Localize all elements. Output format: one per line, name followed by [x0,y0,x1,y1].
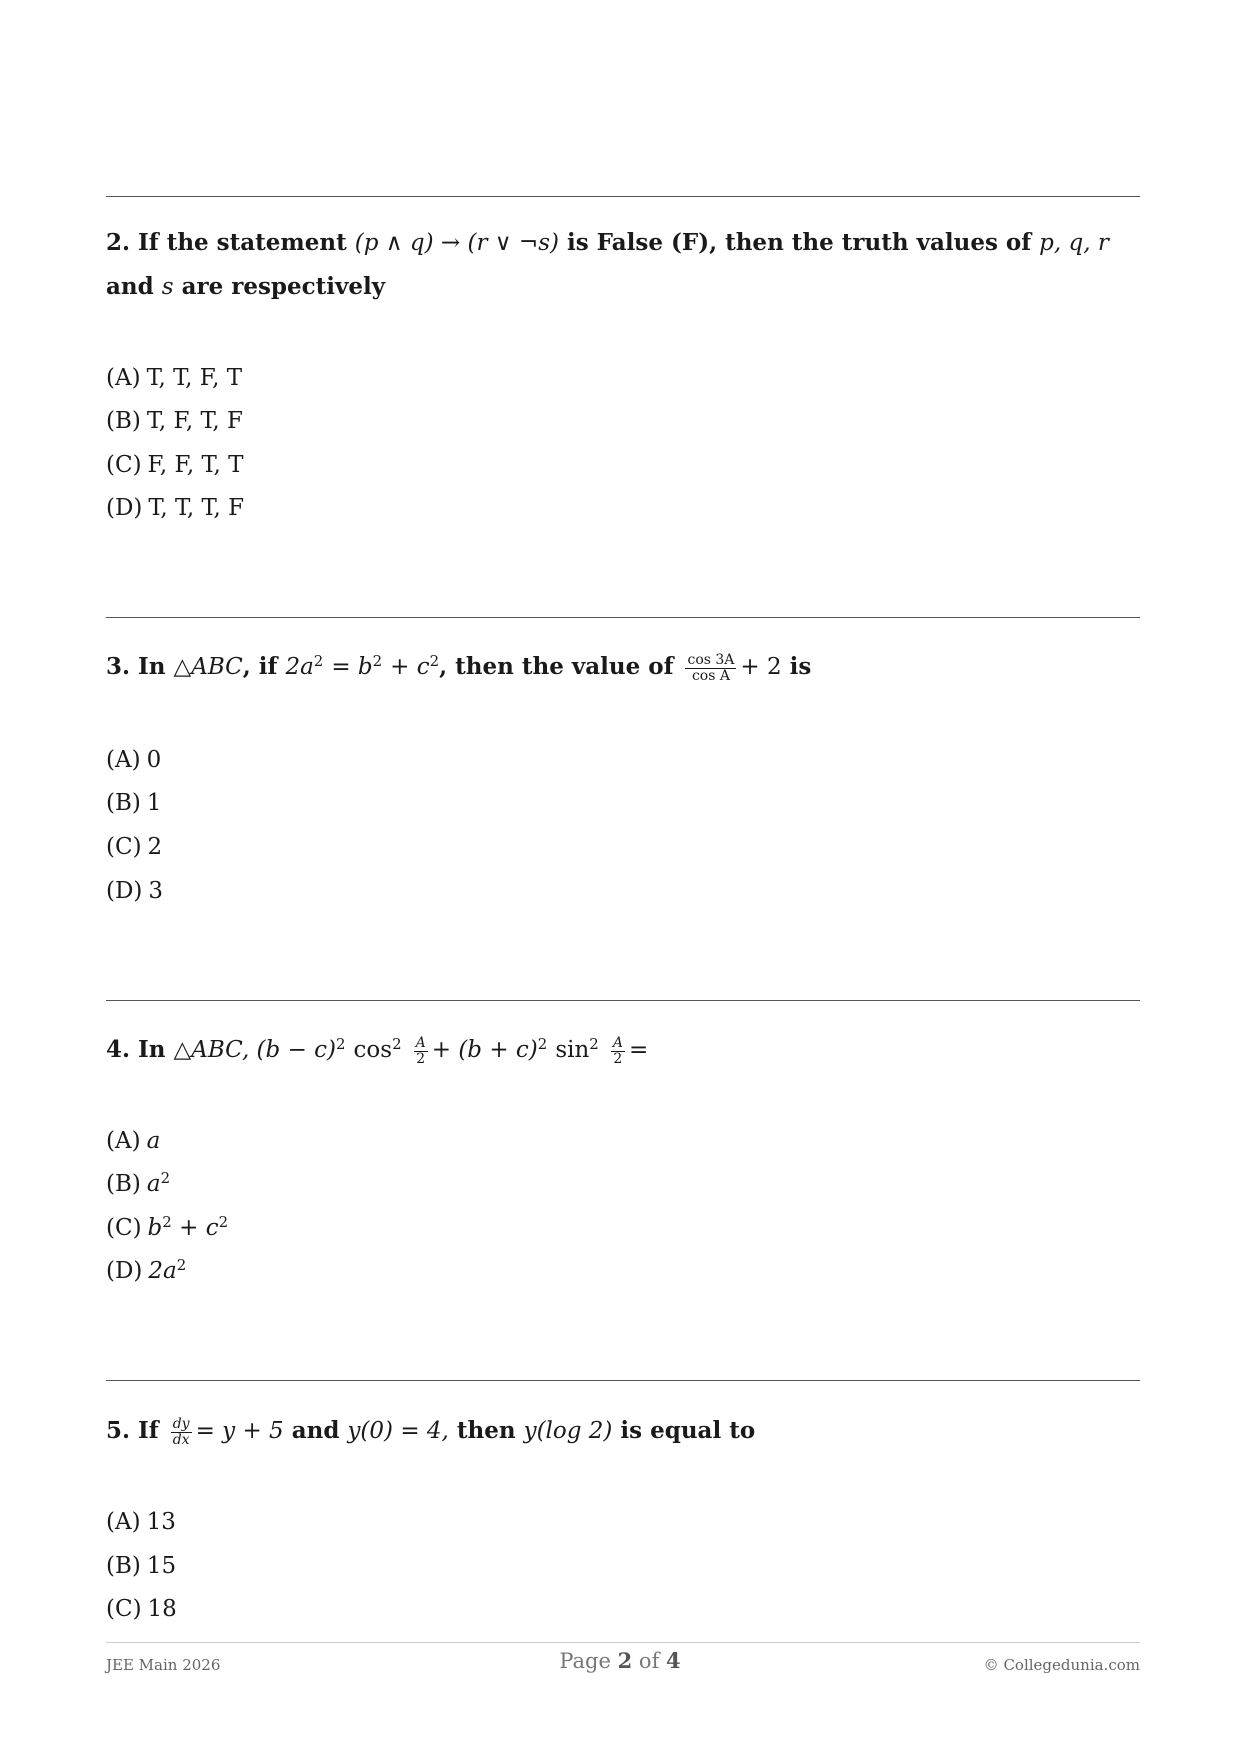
option-d[interactable]: (D) 3 [106,878,164,904]
question-number: 4. [106,1036,131,1063]
option-a[interactable]: (A) a [106,1128,161,1154]
question-number: 2. [106,229,131,256]
question-3-stem: 3. In △ABC, if $2a^2 = b^2 + c^2$, then the value of $\frac{\cos 3A}{\text{cos A}}$ + 2 is [106,651,812,684]
option-d[interactable]: (D) $2a^2$ [106,1255,187,1284]
question-5-stem: 5. If $\frac{dy}{dx}$ = y + 5 and y(0) = 4, then y(log 2) is equal to [106,1415,756,1448]
option-c[interactable]: (C) $b^2 + c^2$ [106,1212,229,1241]
divider [106,617,1140,618]
question-4-stem: 4. In △ABC, $(b - c)^2$ $\cos^2$ $\frac{A}{2}$ + $(b + c)^2$ $\sin^2$ $\frac{A}{2}$ = [106,1034,649,1067]
option-c[interactable]: (C) 18 [106,1596,177,1622]
fraction: $\frac{dy}{dx}$ [172,1415,190,1448]
option-b[interactable]: (B) T, F, T, F [106,408,243,434]
option-d[interactable]: (D) T, T, T, F [106,495,245,521]
divider [106,196,1140,197]
math-expression: (p ∧ q) → (r ∨ ¬s) [354,230,559,256]
divider [106,1000,1140,1001]
question-2-stem: 2. If the statement (p ∧ q) → (r ∨ ¬s) is False (F), then the truth values of p, q, r and s are respectively [106,229,1109,300]
fraction: $\frac{A}{2}$ [612,1034,623,1067]
option-a[interactable]: (A) T, T, F, T [106,365,243,391]
question-number: 5. [106,1417,131,1444]
option-c[interactable]: (C) 2 [106,834,163,860]
option-a[interactable]: (A) 0 [106,747,162,773]
option-b[interactable]: (B) 15 [106,1553,177,1579]
footer-copyright: © Collegedunia.com [983,1656,1140,1674]
option-b[interactable]: (B) $a^2$ [106,1168,171,1197]
fraction: $\frac{A}{2}$ [415,1034,426,1067]
option-b[interactable]: (B) 1 [106,790,162,816]
footer-divider [106,1642,1140,1643]
option-a[interactable]: (A) 13 [106,1509,176,1535]
footer-exam-name: JEE Main 2026 [106,1656,221,1674]
divider [106,1380,1140,1381]
option-c[interactable]: (C) F, F, T, T [106,452,244,478]
fraction: $\frac{\cos 3A}{\text{cos A}}$ [687,651,735,684]
page-number: Page 2 of 4 [559,1648,681,1673]
question-number: 3. [106,653,131,680]
